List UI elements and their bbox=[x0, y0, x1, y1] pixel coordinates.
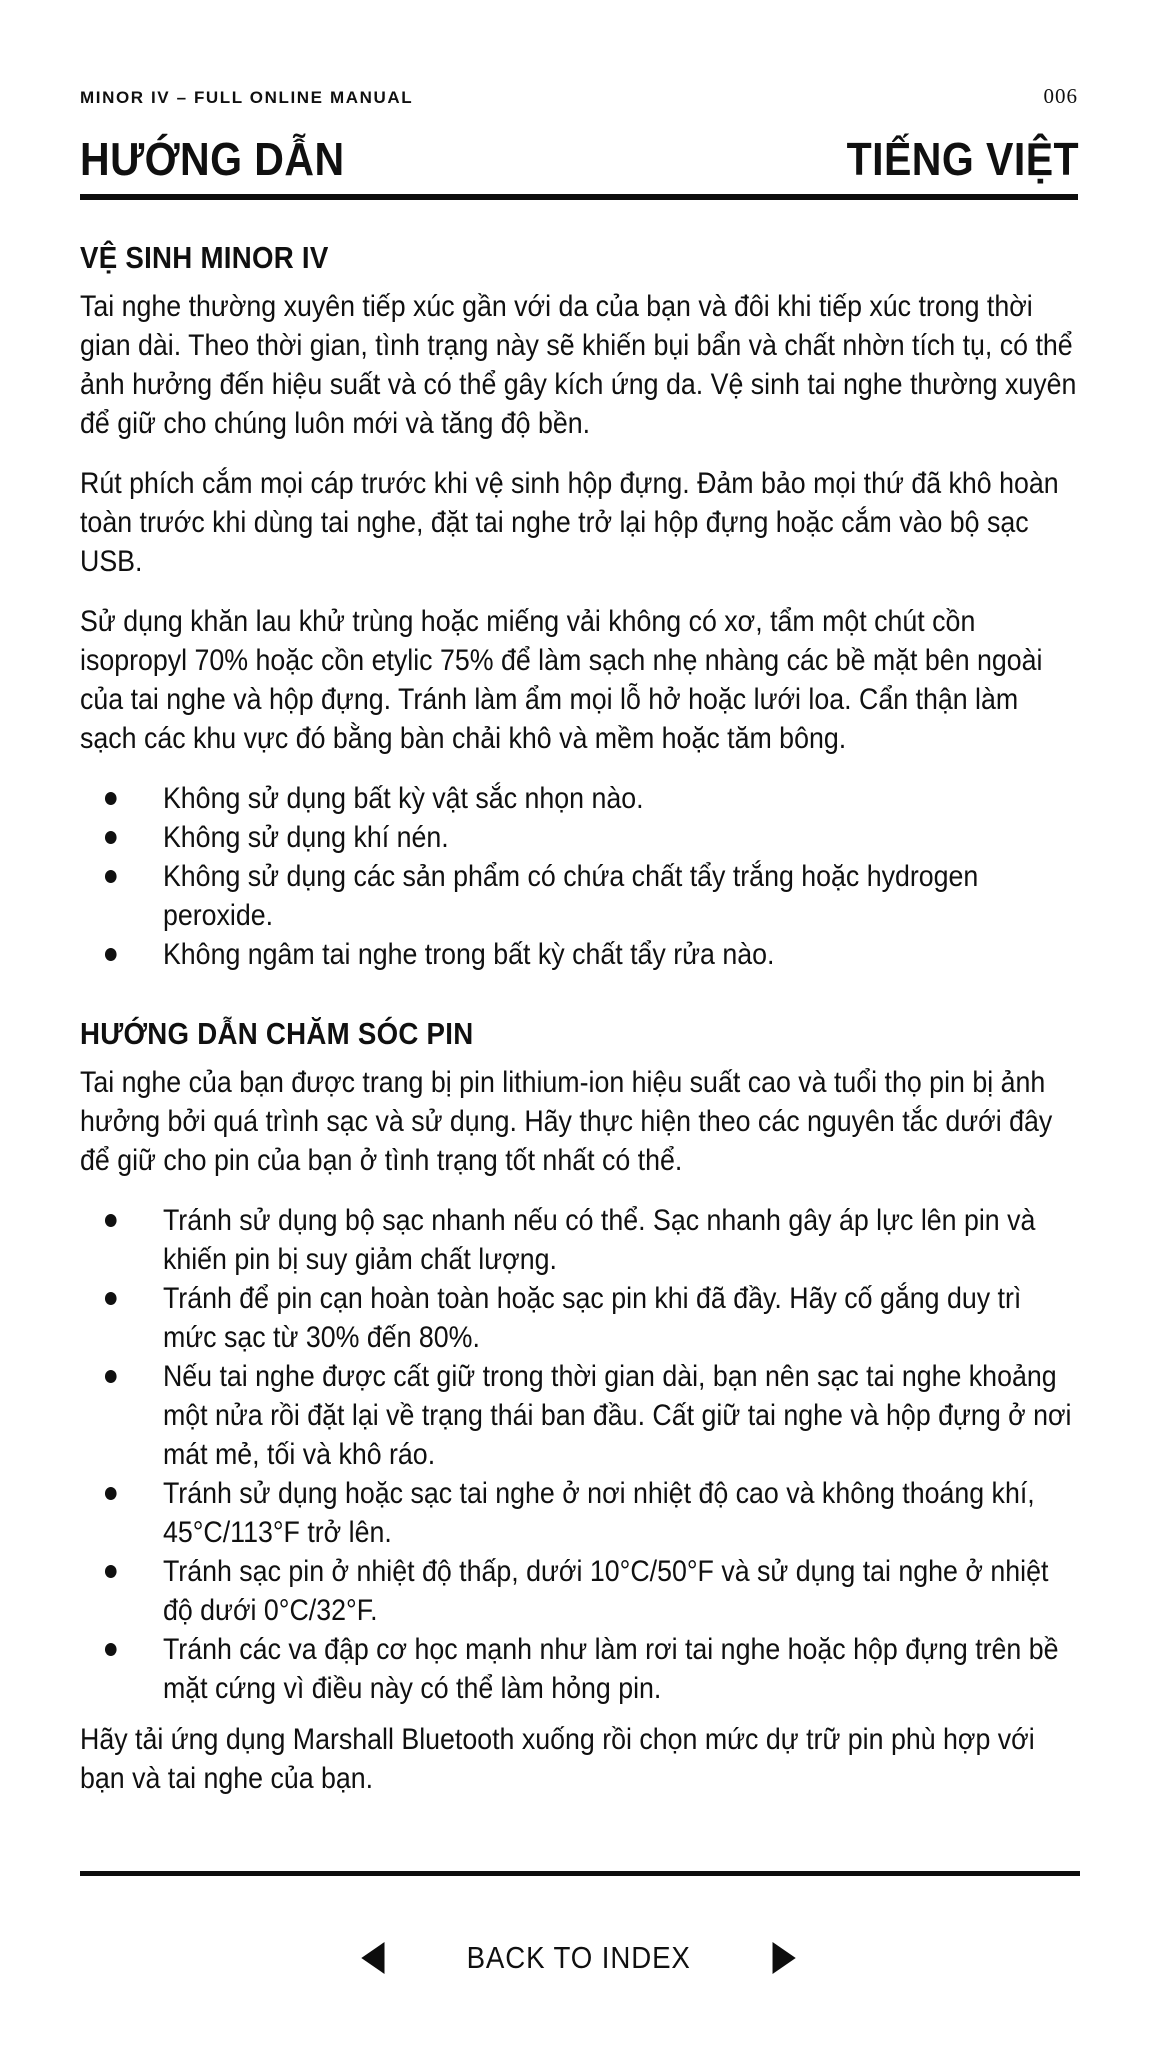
section-heading-cleaning: VỆ SINH MINOR IV bbox=[80, 240, 329, 275]
manual-title: MINOR IV – FULL ONLINE MANUAL bbox=[80, 88, 414, 107]
footer-divider bbox=[80, 1871, 1080, 1876]
list-item: Không sử dụng bất kỳ vật sắc nhọn nào. bbox=[80, 779, 1079, 818]
section-heading-battery: HƯỚNG DẪN CHĂM SÓC PIN bbox=[80, 1016, 474, 1051]
paragraph: Hãy tải ứng dụng Marshall Bluetooth xuống rồi chọn mức dự trữ pin phù hợp với bạn và tai nghe của bạn. bbox=[80, 1723, 1035, 1795]
list-item: Không ngâm tai nghe trong bất kỳ chất tẩy rửa nào. bbox=[80, 935, 1079, 974]
paragraph: Tai nghe của bạn được trang bị pin lithium-ion hiệu suất cao và tuổi thọ pin bị ảnh hưởng bởi quá trình sạc và sử dụng. Hãy thực hiện theo các nguyên tắc dưới đây để giữ cho pin của bạn ở tình trạng tốt nhất có thể. bbox=[80, 1066, 1053, 1177]
next-page-arrow-icon[interactable] bbox=[773, 1942, 796, 1974]
language-label: TIẾNG VIỆT bbox=[846, 133, 1080, 185]
page-number: 006 bbox=[1043, 84, 1078, 108]
footer-nav bbox=[0, 1938, 1158, 1977]
list-item: Tránh các va đập cơ học mạnh như làm rơi tai nghe hoặc hộp đựng trên bề mặt cứng vì điều này có thể làm hỏng pin. bbox=[80, 1630, 1079, 1708]
page-title: HƯỚNG DẪN bbox=[80, 133, 345, 185]
list-item: Tránh để pin cạn hoàn toàn hoặc sạc pin khi đã đầy. Hãy cố gắng duy trì mức sạc từ 30% đến 80%. bbox=[80, 1279, 1079, 1357]
list-item: Tránh sử dụng hoặc sạc tai nghe ở nơi nhiệt độ cao và không thoáng khí, 45°C/113°F trở lên. bbox=[80, 1474, 1079, 1552]
list-item: Không sử dụng khí nén. bbox=[80, 818, 1079, 857]
list-item: Tránh sử dụng bộ sạc nhanh nếu có thể. Sạc nhanh gây áp lực lên pin và khiến pin bị suy giảm chất lượng. bbox=[80, 1201, 1079, 1279]
list-item: Tránh sạc pin ở nhiệt độ thấp, dưới 10°C/50°F và sử dụng tai nghe ở nhiệt độ dưới 0°C/32°F. bbox=[80, 1552, 1079, 1630]
list-item: Nếu tai nghe được cất giữ trong thời gian dài, bạn nên sạc tai nghe khoảng một nửa rồi đặt lại về trạng thái ban đầu. Cất giữ tai nghe và hộp đựng ở nơi mát mẻ, tối và khô ráo. bbox=[80, 1357, 1079, 1474]
paragraph: Rút phích cắm mọi cáp trước khi vệ sinh hộp đựng. Đảm bảo mọi thứ đã khô hoàn toàn trước khi dùng tai nghe, đặt tai nghe trở lại hộp đựng hoặc cắm vào bộ sạc USB. bbox=[80, 467, 1059, 578]
previous-page-arrow-icon[interactable] bbox=[362, 1942, 385, 1974]
list-item: Không sử dụng các sản phẩm có chứa chất tẩy trắng hoặc hydrogen peroxide. bbox=[80, 857, 1079, 935]
battery-care-list bbox=[80, 1201, 1079, 1708]
page-header bbox=[0, 0, 1158, 108]
title-divider bbox=[80, 194, 1078, 200]
cleaning-donts-list bbox=[80, 779, 1079, 974]
page-content bbox=[80, 238, 1079, 1798]
paragraph: Sử dụng khăn lau khử trùng hoặc miếng vải không có xơ, tẩm một chút cồn isopropyl 70% hoặc cồn etylic 75% để làm sạch nhẹ nhàng các bề mặt bên ngoài của tai nghe và hộp đựng. Tránh làm ẩm mọi lỗ hở hoặc lưới loa. Cẩn thận làm sạch các khu vực đó bằng bàn chải khô và mềm hoặc tăm bông. bbox=[80, 605, 1043, 755]
back-to-index-link[interactable]: BACK TO INDEX bbox=[466, 1940, 692, 1975]
paragraph: Tai nghe thường xuyên tiếp xúc gần với da của bạn và đôi khi tiếp xúc trong thời gian dài. Theo thời gian, tình trạng này sẽ khiến bụi bẩn và chất nhờn tích tụ, có thể ảnh hưởng đến hiệu suất và có thể gây kích ứng da. Vệ sinh tai nghe thường xuyên để giữ cho chúng luôn mới và tăng độ bền. bbox=[80, 290, 1077, 440]
title-bar bbox=[80, 134, 1079, 184]
